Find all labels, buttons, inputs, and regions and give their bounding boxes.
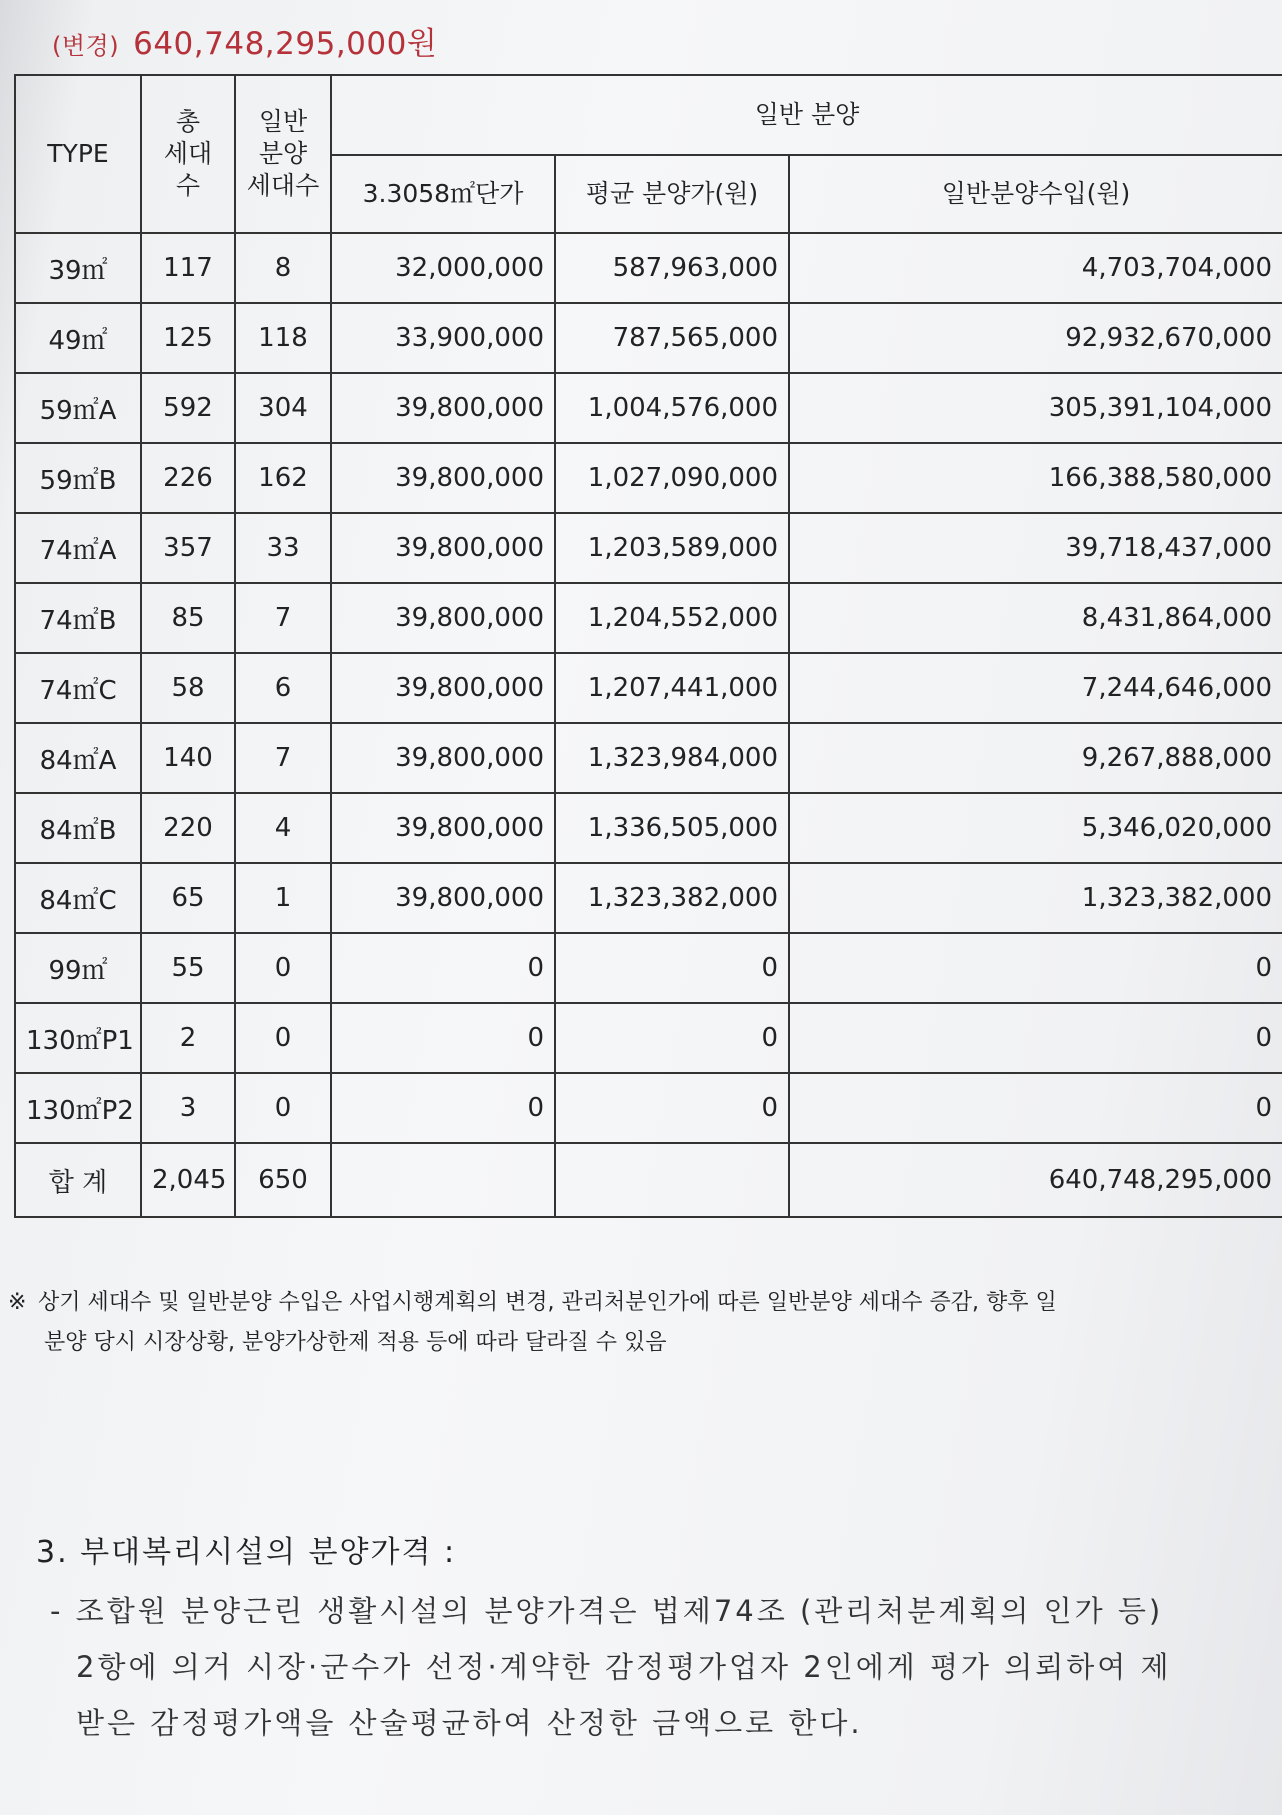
table-row (15, 303, 1282, 373)
cell-total: 220 (141, 793, 235, 863)
table-row (15, 863, 1282, 933)
cell-general: 33 (235, 513, 331, 583)
section-3-title: 3. 부대복리시설의 분양가격 : (36, 1535, 457, 1570)
cell-general: 304 (235, 373, 331, 443)
cell-type: 84㎡B (15, 793, 141, 863)
cell-general: 0 (235, 933, 331, 1003)
header-unit-price: 3.3058㎡단가 (331, 155, 555, 233)
cell-general: 162 (235, 443, 331, 513)
cell-type: 99㎡ (15, 933, 141, 1003)
total-row (15, 1143, 1282, 1217)
total-revenue: 640,748,295,000 (789, 1143, 1282, 1217)
cell-revenue: 8,431,864,000 (789, 583, 1282, 653)
cell-general: 0 (235, 1073, 331, 1143)
revised-amount: 640,748,295,000원 (133, 26, 438, 62)
cell-revenue: 7,244,646,000 (789, 653, 1282, 723)
cell-total: 357 (141, 513, 235, 583)
cell-avg-price: 1,203,589,000 (555, 513, 789, 583)
table-row (15, 1073, 1282, 1143)
cell-general: 8 (235, 233, 331, 303)
cell-total: 125 (141, 303, 235, 373)
cell-avg-price: 1,336,505,000 (555, 793, 789, 863)
cell-total: 2 (141, 1003, 235, 1073)
cell-total: 592 (141, 373, 235, 443)
table-row (15, 583, 1282, 653)
cell-revenue: 39,718,437,000 (789, 513, 1282, 583)
cell-unit-price: 0 (331, 1003, 555, 1073)
cell-general: 0 (235, 1003, 331, 1073)
header-type: TYPE (15, 75, 141, 233)
general-units-sum: 650 (235, 1143, 331, 1217)
footnote-line-2: 분양 당시 시장상황, 분양가상한제 적용 등에 따라 달라질 수 있음 (44, 1330, 667, 1355)
cell-revenue: 166,388,580,000 (789, 443, 1282, 513)
cell-total: 58 (141, 653, 235, 723)
cell-revenue: 4,703,704,000 (789, 233, 1282, 303)
table-row (15, 373, 1282, 443)
cell-revenue: 0 (789, 1003, 1282, 1073)
cell-avg-price: 587,963,000 (555, 233, 789, 303)
cell-type: 39㎡ (15, 233, 141, 303)
cell-unit-price: 39,800,000 (331, 793, 555, 863)
cell-total: 55 (141, 933, 235, 1003)
total-avg-price (555, 1143, 789, 1217)
revised-label: (변경) (52, 32, 120, 60)
cell-type: 130㎡P1 (15, 1003, 141, 1073)
cell-avg-price: 0 (555, 933, 789, 1003)
cell-total: 85 (141, 583, 235, 653)
cell-avg-price: 0 (555, 1073, 789, 1143)
cell-revenue: 0 (789, 933, 1282, 1003)
cell-total: 65 (141, 863, 235, 933)
cell-revenue: 5,346,020,000 (789, 793, 1282, 863)
cell-total: 226 (141, 443, 235, 513)
cell-avg-price: 1,027,090,000 (555, 443, 789, 513)
cell-revenue: 305,391,104,000 (789, 373, 1282, 443)
table-row (15, 793, 1282, 863)
table-row (15, 1003, 1282, 1073)
cell-avg-price: 787,565,000 (555, 303, 789, 373)
cell-type: 74㎡A (15, 513, 141, 583)
header-avg-price: 평균 분양가(원) (555, 155, 789, 233)
cell-avg-price: 1,323,382,000 (555, 863, 789, 933)
cell-unit-price: 39,800,000 (331, 373, 555, 443)
table-row (15, 233, 1282, 303)
cell-revenue: 92,932,670,000 (789, 303, 1282, 373)
cell-general: 1 (235, 863, 331, 933)
cell-type: 84㎡C (15, 863, 141, 933)
cell-revenue: 9,267,888,000 (789, 723, 1282, 793)
cell-avg-price: 0 (555, 1003, 789, 1073)
cell-revenue: 0 (789, 1073, 1282, 1143)
cell-unit-price: 39,800,000 (331, 653, 555, 723)
cell-unit-price: 39,800,000 (331, 443, 555, 513)
cell-avg-price: 1,207,441,000 (555, 653, 789, 723)
cell-general: 4 (235, 793, 331, 863)
cell-total: 117 (141, 233, 235, 303)
cell-general: 118 (235, 303, 331, 373)
cell-general: 7 (235, 583, 331, 653)
table-row (15, 443, 1282, 513)
header-total-units: 총 세대 수 (141, 75, 235, 233)
footnote-text-1: 상기 세대수 및 일반분양 수입은 사업시행계획의 변경, 관리처분인가에 따른 일반분양 세대수 증감, 향후 일 (38, 1290, 1057, 1315)
cell-revenue: 1,323,382,000 (789, 863, 1282, 933)
cell-avg-price: 1,004,576,000 (555, 373, 789, 443)
table-row (15, 723, 1282, 793)
cell-unit-price: 39,800,000 (331, 863, 555, 933)
cell-total: 140 (141, 723, 235, 793)
cell-unit-price: 39,800,000 (331, 723, 555, 793)
cell-unit-price: 39,800,000 (331, 513, 555, 583)
cell-unit-price: 39,800,000 (331, 583, 555, 653)
cell-avg-price: 1,204,552,000 (555, 583, 789, 653)
general-sale-table (14, 74, 1282, 1218)
cell-unit-price: 33,900,000 (331, 303, 555, 373)
footnote-line-1 (8, 1283, 1282, 1323)
total-units-sum: 2,045 (141, 1143, 235, 1217)
cell-type: 130㎡P2 (15, 1073, 141, 1143)
header-general-sale: 일반 분양 (331, 75, 1282, 155)
header-general-units: 일반 분양 세대수 (235, 75, 331, 233)
total-unit-price (331, 1143, 555, 1217)
table-row (15, 933, 1282, 1003)
revised-total-line (52, 18, 437, 63)
cell-type: 74㎡B (15, 583, 141, 653)
cell-unit-price: 32,000,000 (331, 233, 555, 303)
cell-type: 49㎡ (15, 303, 141, 373)
cell-type: 74㎡C (15, 653, 141, 723)
section-3-line-2: 2항에 의거 시장·군수가 선정·계약한 감정평가업자 2인에게 평가 의뢰하여 제 (76, 1650, 1172, 1684)
reference-mark: ※ (8, 1290, 27, 1315)
section-3-line-1: - 조합원 분양근린 생활시설의 분양가격은 법제74조 (관리처분계획의 인가 등) (50, 1594, 1164, 1628)
table-row (15, 653, 1282, 723)
cell-general: 6 (235, 653, 331, 723)
cell-general: 7 (235, 723, 331, 793)
section-3-body (50, 1583, 1282, 1751)
header-revenue: 일반분양수입(원) (789, 155, 1282, 233)
section-3-line-3: 받은 감정평가액을 산술평균하여 산정한 금액으로 한다. (76, 1706, 863, 1740)
cell-type: 59㎡B (15, 443, 141, 513)
cell-total: 3 (141, 1073, 235, 1143)
cell-type: 59㎡A (15, 373, 141, 443)
table-row (15, 513, 1282, 583)
cell-avg-price: 1,323,984,000 (555, 723, 789, 793)
total-label: 합 계 (15, 1143, 141, 1217)
cell-unit-price: 0 (331, 1073, 555, 1143)
cell-unit-price: 0 (331, 933, 555, 1003)
footnote (8, 1283, 1282, 1363)
cell-type: 84㎡A (15, 723, 141, 793)
